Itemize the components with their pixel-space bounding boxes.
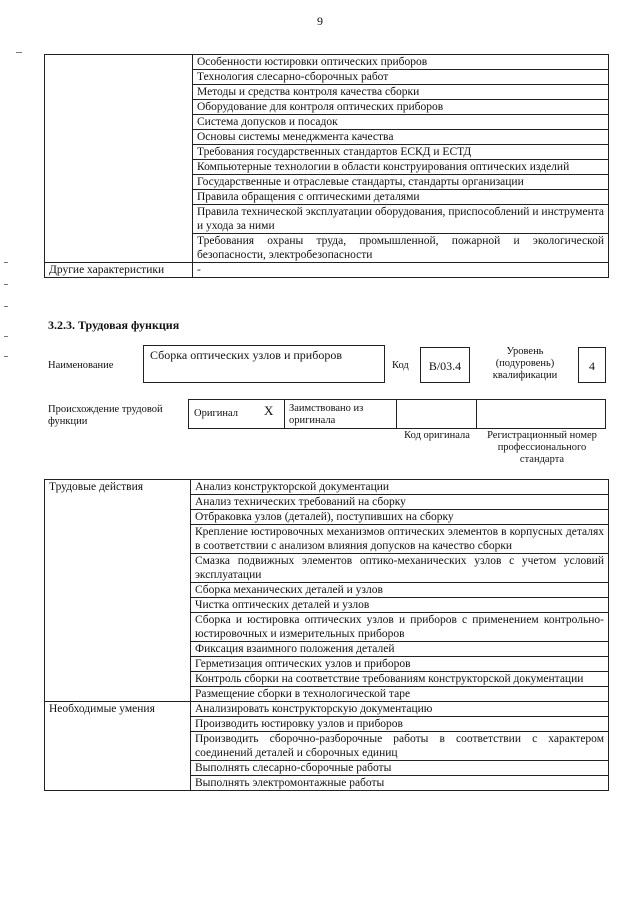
required-skill: Выполнять слесарно-сборочные работы xyxy=(191,761,609,776)
labor-action: Крепление юстировочных механизмов оптических элементов в корпусных деталях в соответствии с анализом влияния допусков на качество сборки xyxy=(191,525,609,554)
labor-action: Контроль сборки на соответствие требованиям конструкторской документации xyxy=(191,672,609,687)
function-table xyxy=(44,479,609,791)
code-original-label: Код оригинала xyxy=(404,430,470,441)
labor-action: Анализ конструкторской документации xyxy=(191,480,609,495)
required-skill: Производить сборочно-разборочные работы в соответствии с характером соединений деталей и сборочных единиц xyxy=(191,732,609,761)
borrowed-label: Заимствовано из оригинала xyxy=(289,403,364,426)
origin-divider xyxy=(476,399,477,429)
margin-mark xyxy=(4,284,8,285)
knowledge-item: Правила обращения с оптическими деталями xyxy=(193,190,609,205)
origin-divider xyxy=(396,399,397,429)
labor-action: Отбраковка узлов (деталей), поступивших на сборку xyxy=(191,510,609,525)
level-value: 4 xyxy=(589,359,595,373)
original-mark: X xyxy=(264,403,274,418)
margin-mark xyxy=(4,336,8,337)
knowledge-item: Требования государственных стандартов ЕСКД и ЕСТД xyxy=(193,145,609,160)
origin-divider xyxy=(284,399,285,429)
knowledge-item: Методы и средства контроля качества сборки xyxy=(193,85,609,100)
code-value-box xyxy=(420,347,470,383)
knowledge-table xyxy=(44,54,609,278)
page-number: 9 xyxy=(317,14,323,28)
knowledge-item: Оборудование для контроля оптических приборов xyxy=(193,100,609,115)
level-label: Уровень (подуровень) квалификации xyxy=(492,346,558,381)
name-value-box xyxy=(143,345,385,383)
margin-mark xyxy=(4,306,8,307)
origin-box xyxy=(188,399,606,429)
required-skill: Выполнять электромонтажные работы xyxy=(191,776,609,791)
knowledge-item: Требования охраны труда, промышленной, пожарной и экологической безопасности, электробезопасности xyxy=(193,234,609,263)
knowledge-item: Основы системы менеджмента качества xyxy=(193,130,609,145)
code-label: Код xyxy=(392,360,409,371)
knowledge-label-cell xyxy=(45,55,193,263)
name-label: Наименование xyxy=(48,360,114,371)
knowledge-item: Особенности юстировки оптических приборов xyxy=(193,55,609,70)
other-characteristics-label: Другие характеристики xyxy=(45,263,193,278)
labor-action: Смазка подвижных элементов оптико-механических узлов с учетом условий эксплуатации xyxy=(191,554,609,583)
code-value: B/03.4 xyxy=(428,359,462,373)
labor-action: Герметизация оптических узлов и приборов xyxy=(191,657,609,672)
knowledge-item: Система допусков и посадок xyxy=(193,115,609,130)
section-title: 3.2.3. Трудовая функция xyxy=(48,318,180,332)
margin-mark xyxy=(4,262,8,263)
original-label: Оригинал xyxy=(194,408,238,419)
required-skill: Анализировать конструкторскую документацию xyxy=(191,702,609,717)
origin-label: Происхождение трудовой функции xyxy=(48,404,163,427)
reg-number-label: Регистрационный номер профессионального стандарта xyxy=(487,430,597,465)
required-skill: Производить юстировку узлов и приборов xyxy=(191,717,609,732)
labor-actions-label: Трудовые действия xyxy=(45,480,191,702)
knowledge-item: Компьютерные технологии в области конструирования оптических изделий xyxy=(193,160,609,175)
level-value-box xyxy=(578,347,606,383)
knowledge-item: Правила технической эксплуатации оборудования, приспособлений и инструмента и ухода за ними xyxy=(193,205,609,234)
knowledge-item: Государственные и отраслевые стандарты, стандарты организации xyxy=(193,175,609,190)
labor-action: Анализ технических требований на сборку xyxy=(191,495,609,510)
labor-action: Сборка и юстировка оптических узлов и приборов с применением контрольно-юстировочных и измерительных приборов xyxy=(191,613,609,642)
labor-action: Фиксация взаимного положения деталей xyxy=(191,642,609,657)
margin-mark xyxy=(4,356,8,357)
labor-action: Чистка оптических деталей и узлов xyxy=(191,598,609,613)
knowledge-item: Технология слесарно-сборочных работ xyxy=(193,70,609,85)
other-characteristics-value: - xyxy=(193,263,609,278)
labor-action: Размещение сборки в технологической таре xyxy=(191,687,609,702)
required-skills-label: Необходимые умения xyxy=(45,702,191,791)
margin-mark xyxy=(16,52,22,53)
labor-action: Сборка механических деталей и узлов xyxy=(191,583,609,598)
name-value: Сборка оптических узлов и приборов xyxy=(150,348,342,362)
